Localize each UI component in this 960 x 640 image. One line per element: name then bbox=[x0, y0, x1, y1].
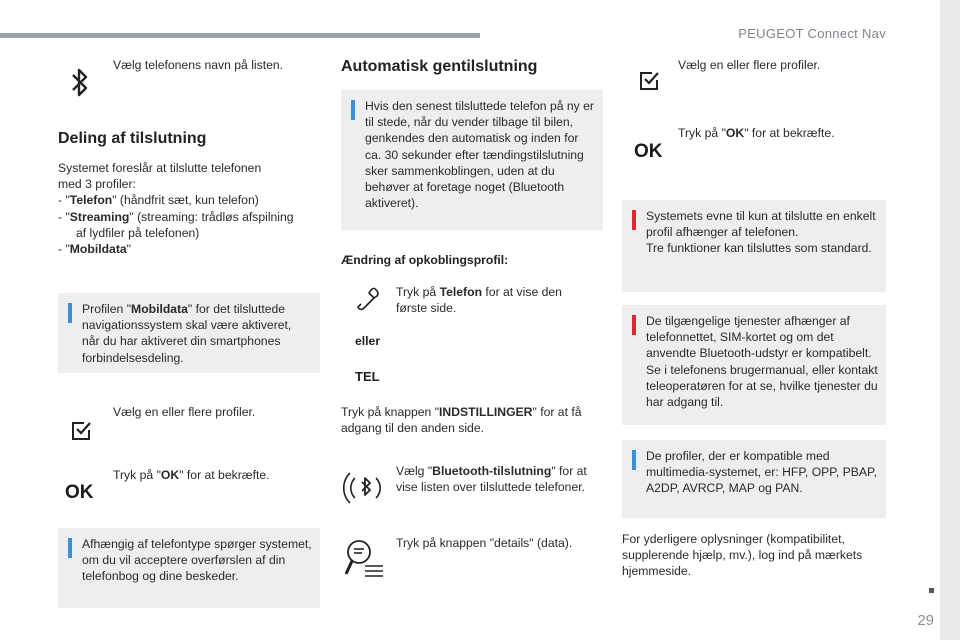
info-box-text: Profilen "Mobildata" for det tilsluttede navigationssystem skal være aktiveret, når du har aktiveret din smartphones forbindelsesdeling. bbox=[82, 302, 292, 365]
warning-box-text: De tilgængelige tjenester afhænger af telefonnettet, SIM-kortet og om det anvendte Bluetooth-udstyr er kompatibelt. Se i telefonens brugermanual, eller kontakt teleoperatøren for at se, hvilke tjenester du har adgang til. bbox=[646, 314, 878, 410]
info-box-reconnect bbox=[341, 90, 603, 230]
warning-mark bbox=[632, 210, 636, 230]
warning-box-single-profile bbox=[622, 200, 886, 292]
info-mark bbox=[68, 303, 72, 323]
page-bullet bbox=[929, 588, 934, 593]
info-box-phonebook bbox=[58, 528, 320, 608]
select-name-text: Vælg telefonens navn på listen. bbox=[113, 58, 284, 72]
ok-icon: OK bbox=[634, 141, 663, 162]
sharing-intro: Systemet foreslår at tilslutte telefonen med 3 profiler: - "Telefon" (håndfrit sæt, kun telefon) - "Streaming" (streaming: trådløs afspilning af lydfiler på telefonen) - "Mobildata" bbox=[58, 161, 294, 257]
phone-handset-icon bbox=[355, 286, 381, 317]
press-details-text: Tryk på knappen "details" (data). bbox=[396, 536, 573, 550]
info-box-text: Afhængig af telefontype spørger systemet, om du vil acceptere overførslen af din telefonbog og dine beskeder. bbox=[82, 537, 312, 584]
more-info-text: For yderligere oplysninger (kompatibilitet, supplerende hjælp, mv.), log ind på mærkets hjemmeside. bbox=[622, 532, 863, 579]
tel-icon: TEL bbox=[355, 369, 380, 384]
info-box-text: Hvis den senest tilsluttede telefon på ny er til stede, når du vender tilbage til bilen, genkendes den automatisk og inden for ca. 30 sekunder efter tændingstilslutning sker sammenkoblingen, uden at du behøver at foretage noget (Bluetooth aktiveret). bbox=[365, 99, 594, 211]
info-mark bbox=[68, 538, 72, 558]
brand-title: PEUGEOT Connect Nav bbox=[738, 26, 886, 41]
press-ok-text: Tryk på "OK" for at bekræfte. bbox=[678, 126, 835, 140]
page-number: 29 bbox=[917, 612, 934, 629]
info-mark bbox=[632, 450, 636, 470]
ok-icon: OK bbox=[65, 482, 94, 503]
warning-mark bbox=[632, 315, 636, 335]
info-box-text: De profiler, der er kompatible med multimedia-systemet, er: HFP, OPP, PBAP, A2DP, AVRCP, MAP og PAN. bbox=[646, 449, 877, 496]
select-profiles-text: Vælg en eller flere profiler. bbox=[678, 58, 821, 72]
header-bar bbox=[0, 33, 480, 38]
info-mark bbox=[351, 100, 355, 120]
select-profiles-text: Vælg en eller flere profiler. bbox=[113, 405, 256, 419]
section-title-reconnect: Automatisk gentilslutning bbox=[341, 58, 538, 75]
warning-box-text: Systemets evne til kun at tilslutte en enkelt profil afhænger af telefonen. Tre funktioner kan tilsluttes som standard. bbox=[646, 209, 876, 256]
checkbox-checked-icon bbox=[70, 420, 92, 447]
section-title-sharing: Deling af tilslutning bbox=[58, 130, 207, 147]
press-ok-text: Tryk på "OK" for at bekræfte. bbox=[113, 468, 270, 482]
info-box-mobile-data bbox=[58, 293, 320, 373]
select-bluetooth-text: Vælg "Bluetooth-tilslutning" for at vise listen over tilsluttede telefoner. bbox=[396, 464, 587, 495]
bluetooth-icon bbox=[68, 66, 92, 105]
info-box-compatible-profiles bbox=[622, 440, 886, 518]
details-icon bbox=[343, 536, 385, 585]
checkbox-checked-icon bbox=[638, 70, 660, 97]
warning-box-services bbox=[622, 305, 886, 425]
subtitle-change-profile: Ændring af opkoblingsprofil: bbox=[341, 253, 509, 267]
press-settings-text: Tryk på knappen "INDSTILLINGER" for at få adgang til den anden side. bbox=[341, 405, 582, 436]
press-phone-text: Tryk på Telefon for at vise den første side. bbox=[396, 285, 562, 316]
right-rail bbox=[940, 0, 960, 640]
or-label: eller bbox=[355, 334, 381, 348]
bluetooth-signal-icon bbox=[343, 466, 387, 515]
